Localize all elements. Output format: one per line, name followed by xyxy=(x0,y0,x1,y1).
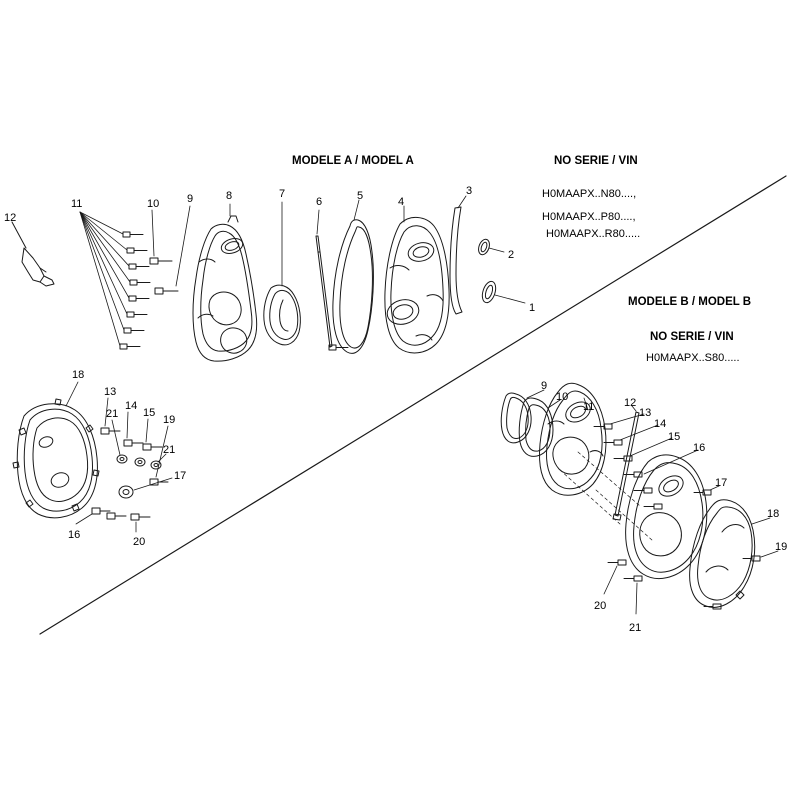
leader-3 xyxy=(458,196,466,208)
callout-b-14-5: 14 xyxy=(654,418,667,430)
part-3-gasket xyxy=(450,207,462,314)
model-b-title: MODELE B / MODEL B xyxy=(628,296,752,308)
part-21-washers xyxy=(117,455,161,469)
vin-a-line-1: H0MAAPX..N80...., xyxy=(542,188,637,200)
leader-b16 xyxy=(644,450,698,474)
model-a-title: MODELE A / MODEL A xyxy=(292,155,414,167)
callout-b-18-9: 18 xyxy=(767,508,780,520)
leader-1 xyxy=(495,295,525,303)
part-2-oring xyxy=(477,238,492,256)
part-12-clip xyxy=(22,248,54,286)
callout-b-10-1: 10 xyxy=(556,391,569,403)
callout-a-top-10-2: 10 xyxy=(147,198,160,210)
leader-b20 xyxy=(604,566,617,594)
part-10-bolt xyxy=(150,258,172,264)
callout-a-bottom-13-1: 13 xyxy=(104,386,117,398)
part-b-16-inner xyxy=(626,455,707,579)
callout-a-bottom-16-8: 16 xyxy=(68,529,81,541)
callout-a-top-12-0: 12 xyxy=(4,212,17,224)
part-6-rod xyxy=(316,236,348,350)
part-15-bolt xyxy=(143,444,162,450)
part-18-housing xyxy=(13,399,99,518)
leader-18 xyxy=(66,382,78,406)
divider-line xyxy=(40,176,786,634)
part-b-10-plate xyxy=(519,398,553,456)
callout-b-19-10: 19 xyxy=(775,541,788,553)
callout-a-top-9-3: 9 xyxy=(187,193,194,205)
leader-14 xyxy=(127,412,128,438)
leader-16 xyxy=(76,514,92,524)
part-14-bolt xyxy=(124,440,143,446)
leader-9 xyxy=(176,206,190,286)
callout-a-bottom-15-4: 15 xyxy=(143,407,156,419)
vin-b-line-1: H0MAAPX..S80..... xyxy=(646,352,740,364)
part-9-bolt xyxy=(155,288,178,294)
callout-b-21-12: 21 xyxy=(629,622,642,634)
callout-a-top-5-7: 5 xyxy=(357,190,364,202)
part-b-20-21-bolts xyxy=(608,560,642,581)
callout-b-9-0: 9 xyxy=(541,380,548,392)
callout-a-top-7-5: 7 xyxy=(279,188,286,200)
part-20-bolts xyxy=(107,513,150,520)
leader-21a xyxy=(112,420,120,455)
part-7-guide xyxy=(264,285,301,345)
leader-b14 xyxy=(620,425,658,440)
callout-b-15-6: 15 xyxy=(668,431,681,443)
leader-15 xyxy=(146,419,148,442)
leader-10 xyxy=(152,210,154,256)
vin-header-a: NO SERIE / VIN xyxy=(554,155,638,167)
callout-a-top-11-1: 11 xyxy=(71,198,83,210)
leader-17 xyxy=(134,478,172,490)
vin-a-line-2: H0MAAPX..P80...., xyxy=(542,211,636,223)
callout-b-13-4: 13 xyxy=(639,407,652,419)
part-b-12-rod xyxy=(613,412,639,520)
callout-a-top-2-10: 2 xyxy=(508,249,515,261)
leader-6 xyxy=(317,210,319,234)
part-1-oring xyxy=(480,280,498,305)
callout-a-bottom-19-5: 19 xyxy=(163,414,176,426)
callout-b-12-3: 12 xyxy=(624,397,637,409)
callout-b-20-11: 20 xyxy=(594,600,607,612)
leader-12 xyxy=(12,222,26,248)
callout-a-bottom-14-3: 14 xyxy=(125,400,138,412)
callout-a-bottom-20-9: 20 xyxy=(133,536,146,548)
callout-a-top-3-9: 3 xyxy=(466,185,473,197)
callout-b-11-2: 11 xyxy=(583,401,595,413)
callout-a-bottom-21-6: 21 xyxy=(163,444,176,456)
leader-5 xyxy=(354,200,359,220)
leader-2 xyxy=(489,248,504,252)
callout-a-top-6-6: 6 xyxy=(316,196,323,208)
assembly-guides-b xyxy=(560,452,652,540)
leader-b15 xyxy=(630,438,672,456)
vin-header-b: NO SERIE / VIN xyxy=(650,331,734,343)
callout-a-bottom-18-0: 18 xyxy=(72,369,85,381)
vin-a-line-3: H0MAAPX..R80..... xyxy=(546,228,641,240)
part-8-cover xyxy=(193,216,257,361)
callout-b-17-8: 17 xyxy=(715,477,728,489)
part-5-belt xyxy=(333,220,374,354)
part-13-bolt xyxy=(101,428,120,434)
part-b-18-cover xyxy=(690,500,755,608)
part-b-17-19-bolts xyxy=(694,490,760,609)
callout-a-top-1-11: 1 xyxy=(529,302,536,314)
callout-a-top-4-8: 4 xyxy=(398,196,405,208)
callout-a-bottom-21-2: 21 xyxy=(106,408,119,420)
callout-b-16-7: 16 xyxy=(693,442,706,454)
leader-b21 xyxy=(636,583,637,614)
part-17-washer xyxy=(119,486,133,498)
part-4-inner-cover xyxy=(384,217,449,353)
callout-a-bottom-17-7: 17 xyxy=(174,470,187,482)
callout-a-top-8-4: 8 xyxy=(226,190,233,202)
part-b-11-cover xyxy=(540,383,606,495)
